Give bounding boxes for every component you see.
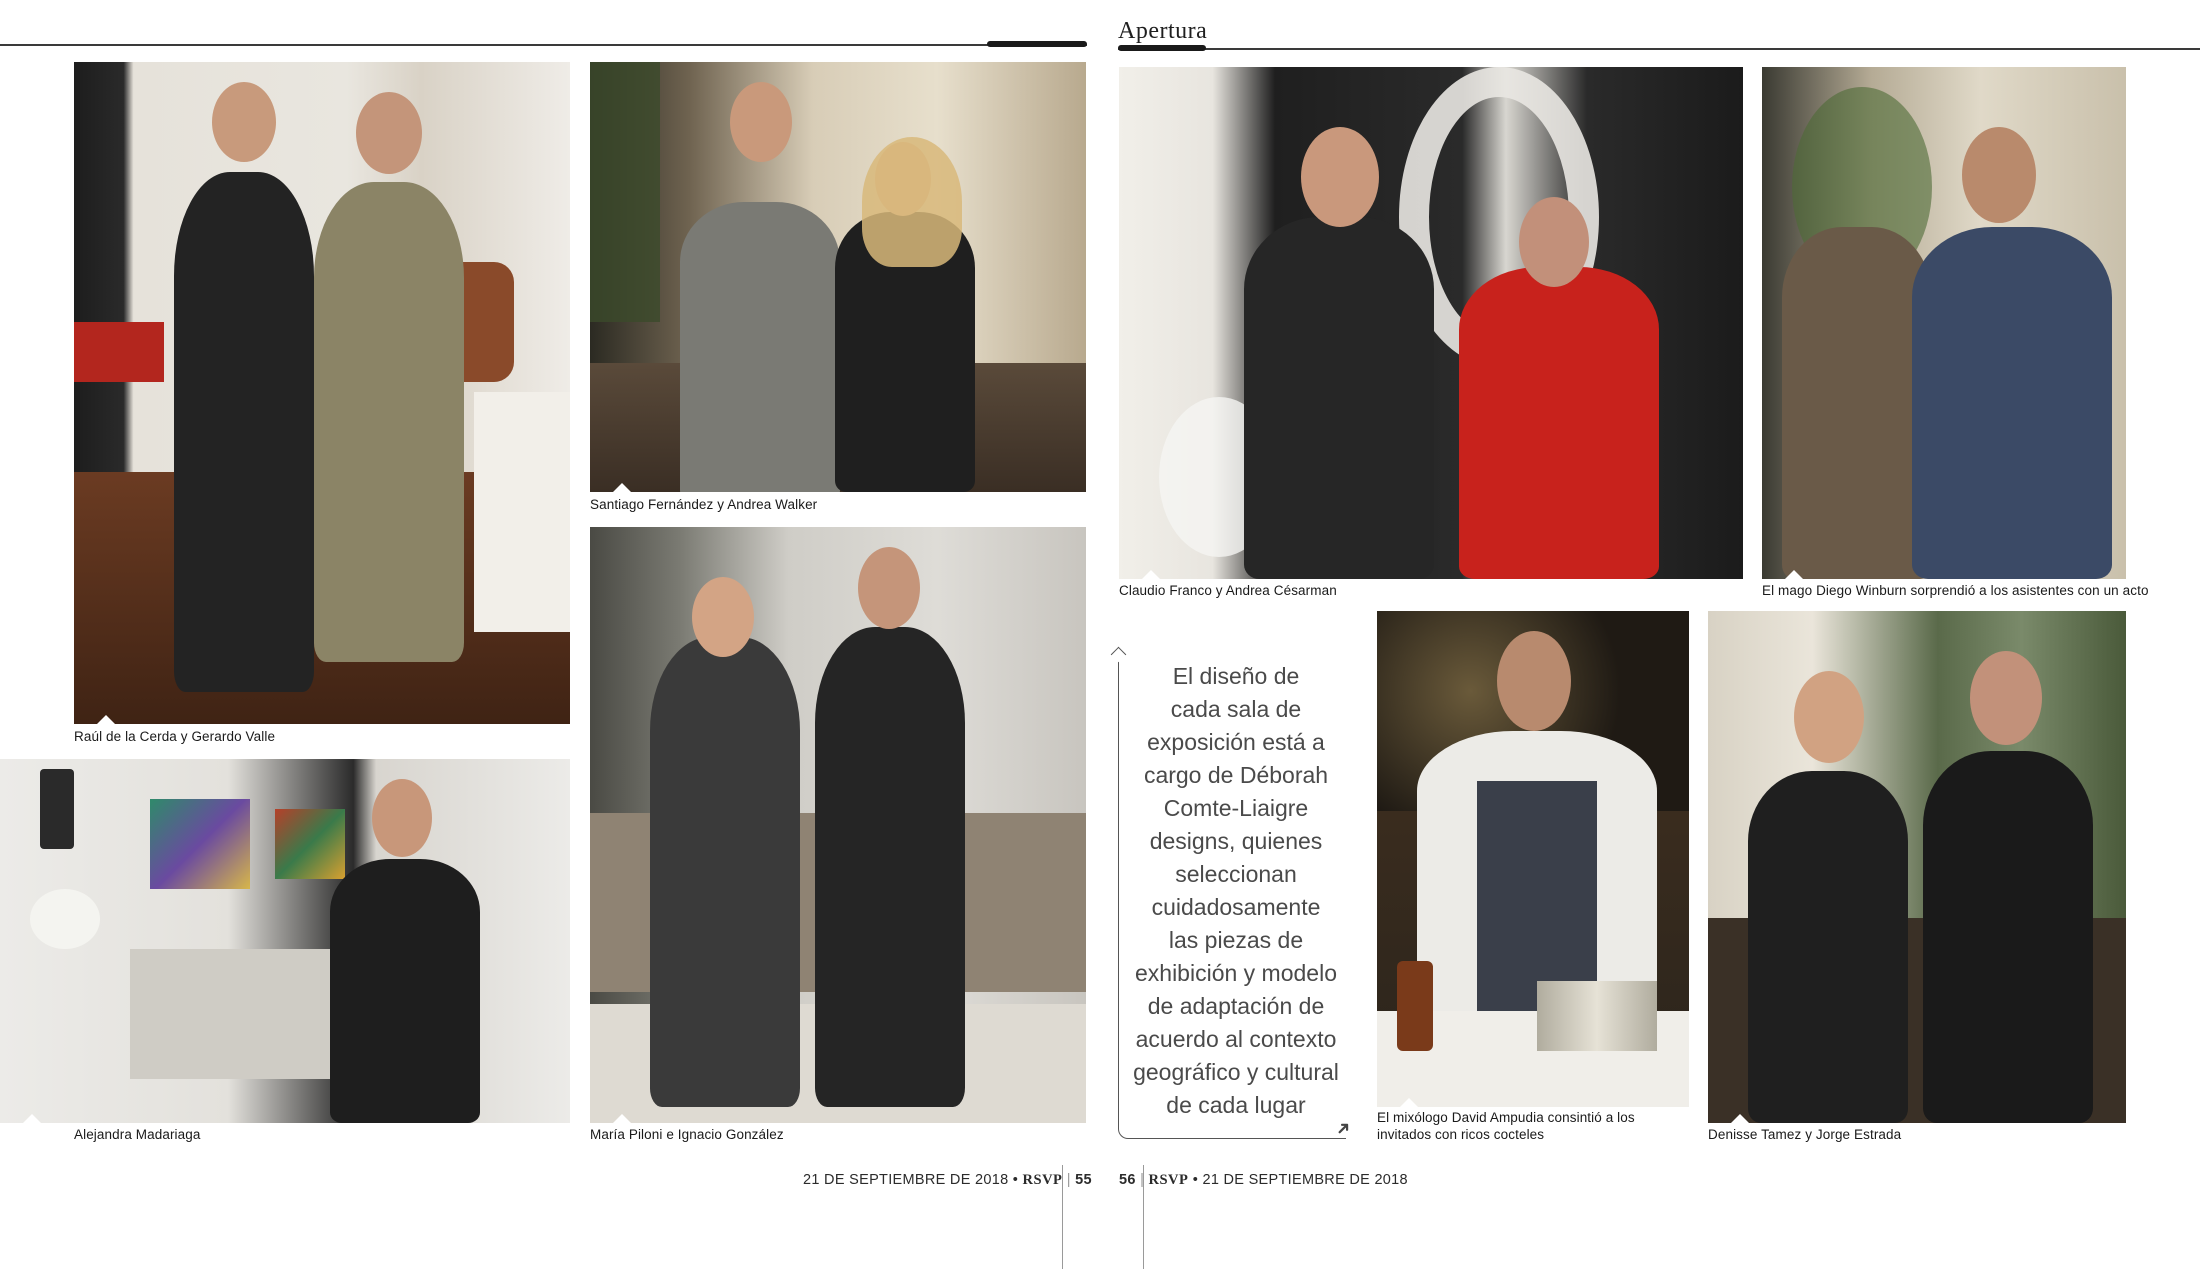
- folio-right-date: 21 DE SEPTIEMBRE DE 2018: [1202, 1172, 1408, 1188]
- folio-right-sep: •: [1192, 1172, 1199, 1188]
- quote-line: exposición está a: [1147, 729, 1325, 755]
- quote-line: cuidadosamente: [1151, 894, 1321, 920]
- photo-raul-gerardo: [74, 62, 570, 724]
- section-title: Apertura: [1118, 18, 1208, 44]
- folio-left-brand: RSVP: [1022, 1172, 1063, 1188]
- caption-santiago-andrea: Santiago Fernández y Andrea Walker: [590, 497, 818, 512]
- folio-right-page: 56: [1119, 1172, 1136, 1188]
- quote-line: Comte-Liaigre: [1163, 795, 1309, 821]
- photo-diego-winburn: [1762, 67, 2126, 579]
- caption-denisse-jorge: Denisse Tamez y Jorge Estrada: [1708, 1127, 1902, 1142]
- photo-alejandra: [0, 759, 570, 1123]
- folio-left-sep: •: [1012, 1172, 1019, 1188]
- caption-diego-winburn: El mago Diego Winburn sorprendió a los asistentes con un acto: [1762, 583, 2149, 598]
- header-rule-left: [0, 44, 1087, 46]
- photo-denisse-jorge: [1708, 611, 2126, 1123]
- folio-left-date: 21 DE SEPTIEMBRE DE 2018: [803, 1172, 1009, 1188]
- quote-line: cada sala de: [1170, 696, 1302, 722]
- pull-quote: [1126, 660, 1346, 1122]
- quote-line: las piezas de: [1168, 927, 1304, 953]
- folio-left-page: 55: [1075, 1172, 1092, 1188]
- caption-raul-gerardo: Raúl de la Cerda y Gerardo Valle: [74, 729, 276, 744]
- photo-david-ampudia: [1377, 611, 1689, 1107]
- caption-maria-ignacio: María Piloni e Ignacio González: [590, 1127, 784, 1142]
- caption-claudio-andrea: Claudio Franco y Andrea Césarman: [1119, 583, 1337, 598]
- photo-claudio-andrea: [1119, 67, 1743, 579]
- quote-line: cargo de Déborah: [1143, 762, 1329, 788]
- quote-line: designs, quienes: [1149, 828, 1323, 854]
- quote-line: de adaptación de: [1147, 993, 1325, 1019]
- quote-line: de cada lugar: [1166, 1092, 1306, 1118]
- quote-line: exhibición y modelo: [1134, 960, 1337, 986]
- caption-david-ampudia-line2: invitados con ricos cocteles: [1377, 1127, 1545, 1142]
- caption-alejandra: Alejandra Madariaga: [74, 1127, 201, 1142]
- folio-right-brand: RSVP: [1148, 1172, 1189, 1188]
- gutter-line-left: [1062, 1165, 1063, 1269]
- quote-line: seleccionan: [1175, 861, 1297, 887]
- header-rule-right: [1118, 48, 2200, 50]
- arrow-icon: ➜: [1330, 1115, 1356, 1141]
- caption-david-ampudia: El mixólogo David Ampudia consintió a los: [1377, 1110, 1635, 1125]
- quote-line: geográfico y cultural: [1133, 1059, 1339, 1085]
- header-tab-left: [987, 41, 1087, 47]
- folio-right: 56 | RSVP • 21 DE SEPTIEMBRE DE 2018: [1119, 1172, 1408, 1188]
- photo-santiago-andrea: [590, 62, 1086, 492]
- folio-left: 21 DE SEPTIEMBRE DE 2018 • RSVP | 55: [803, 1172, 1092, 1188]
- header-tab-right: [1118, 45, 1206, 51]
- photo-maria-ignacio: [590, 527, 1086, 1123]
- quote-line: acuerdo al contexto: [1135, 1026, 1337, 1052]
- quote-line: El diseño de: [1172, 663, 1300, 689]
